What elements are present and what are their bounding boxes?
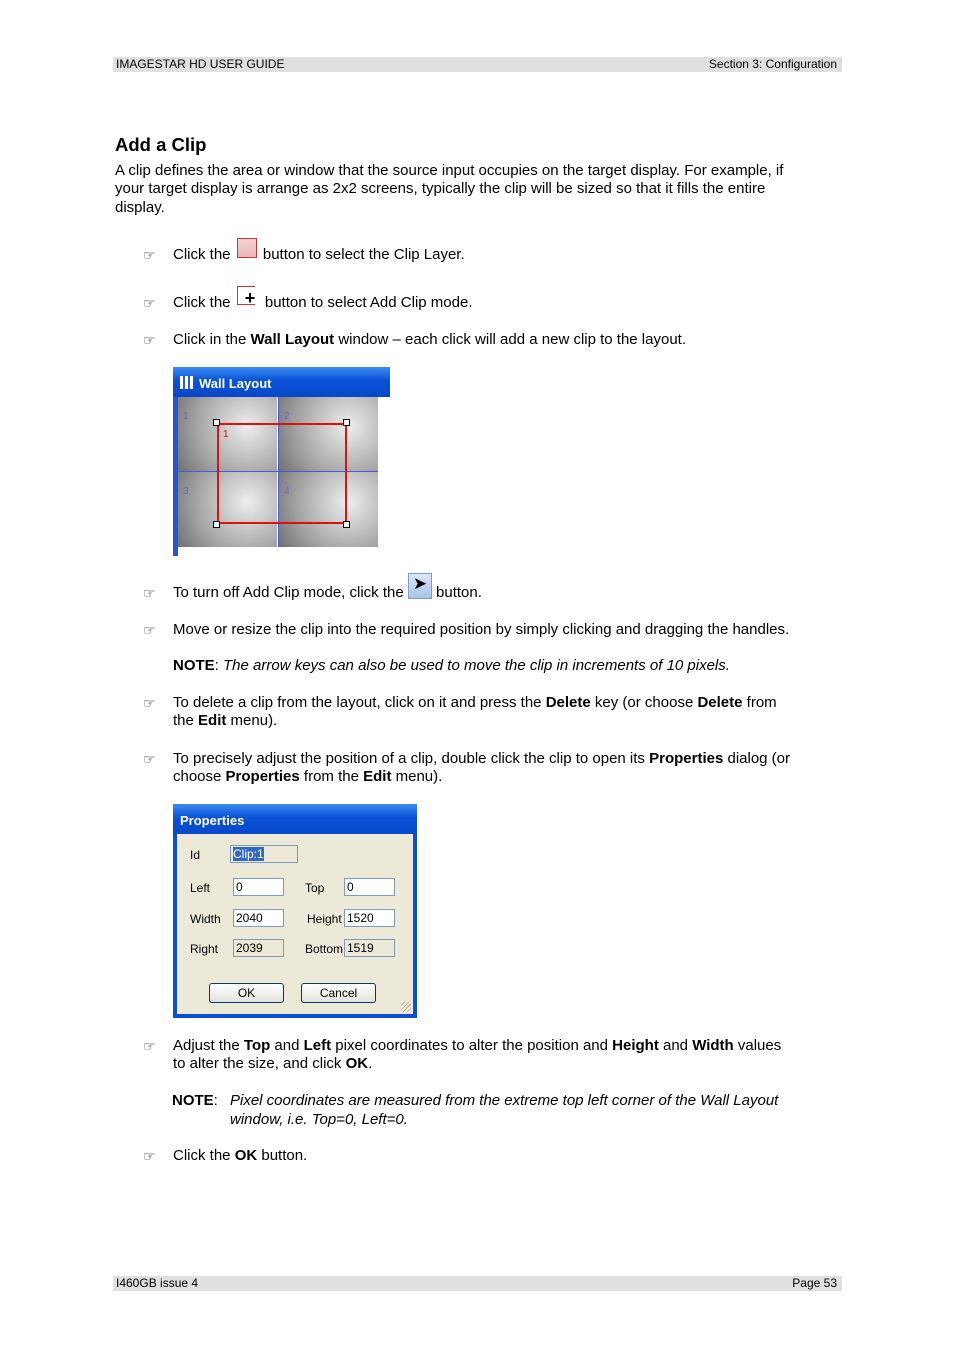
- step-text: from the: [299, 768, 364, 785]
- step-text: window – each click will add a new clip to the layout.: [334, 331, 687, 348]
- step-text: menu).: [391, 768, 443, 785]
- properties-titlebar: [173, 804, 417, 834]
- note-sep: :: [214, 657, 224, 674]
- resize-handle[interactable]: [343, 521, 350, 528]
- note-sep: :: [213, 1092, 218, 1109]
- step-adjust: [173, 1037, 781, 1056]
- height-field[interactable]: 1520: [344, 909, 395, 927]
- ok-button[interactable]: OK: [209, 983, 284, 1003]
- bullet-icon: ☞: [143, 695, 156, 711]
- step-text: To delete a clip from the layout, click on it and press the: [173, 694, 546, 711]
- step-wall-layout: [173, 331, 686, 350]
- step-text: To precisely adjust the position of a clip, double click the clip to open its: [173, 750, 650, 767]
- resize-handle[interactable]: [213, 419, 220, 426]
- step-delete-cont: [173, 712, 277, 731]
- grid-icon: [180, 376, 194, 389]
- step-text: button to select Add Clip mode.: [260, 294, 473, 311]
- step-text: Adjust the: [173, 1037, 244, 1054]
- id-value: Clip:1: [233, 847, 264, 861]
- clip-number: 1: [223, 429, 229, 440]
- bullet-icon: ☞: [143, 332, 156, 348]
- step-bold: Properties: [649, 750, 724, 767]
- height-label: Height: [307, 912, 342, 926]
- top-field[interactable]: 0: [344, 878, 395, 896]
- width-field[interactable]: 2040: [233, 909, 284, 927]
- step-text: Click the: [173, 1147, 235, 1164]
- step-bold: Left: [303, 1037, 332, 1054]
- id-field[interactable]: [230, 845, 298, 863]
- bottom-field[interactable]: 1519: [344, 939, 395, 957]
- bullet-icon: ☞: [143, 585, 156, 601]
- width-label: Width: [190, 912, 221, 926]
- section-title: Add a Clip: [115, 134, 207, 155]
- properties-body: [177, 834, 413, 1014]
- screen-number: 4: [284, 486, 290, 497]
- step-properties: [173, 750, 790, 769]
- note-coordinates-label: [172, 1092, 218, 1111]
- step-bold: Top: [243, 1037, 271, 1054]
- note-coordinates-line-1: Pixel coordinates are measured from the extreme top left corner of the Wall Layout: [230, 1092, 779, 1109]
- step-bold: Edit: [198, 712, 227, 729]
- page-header: [113, 57, 842, 72]
- footer-issue: I460GB issue 4: [116, 1276, 199, 1290]
- step-text: choose: [173, 768, 226, 785]
- wall-layout-title: Wall Layout: [199, 376, 272, 391]
- properties-dialog: [173, 804, 417, 1018]
- step-text: to alter the size, and click: [173, 1055, 346, 1072]
- step-properties-cont: [173, 768, 442, 787]
- step-bold: Wall Layout: [250, 331, 335, 348]
- step-text: and: [270, 1037, 304, 1054]
- screen-number: 2: [284, 411, 290, 422]
- step-text: To turn off Add Clip mode, click the: [173, 584, 408, 601]
- arrow-pointer-icon: ➤: [408, 573, 432, 599]
- top-label: Top: [305, 881, 325, 895]
- step-bold: OK: [345, 1055, 369, 1072]
- step-bold: Height: [612, 1037, 659, 1054]
- step-bold: Delete: [697, 694, 743, 711]
- step-text: pixel coordinates to alter the position and: [331, 1037, 613, 1054]
- note-coordinates-line-2: window, i.e. Top=0, Left=0.: [230, 1111, 408, 1128]
- right-label: Right: [190, 942, 219, 956]
- bullet-icon: ☞: [143, 751, 156, 767]
- intro-line-3: display.: [115, 199, 165, 216]
- step-adjust-cont: [173, 1055, 372, 1074]
- step-text: and: [658, 1037, 693, 1054]
- step-text: the: [173, 712, 199, 729]
- bullet-icon: ☞: [143, 1148, 156, 1164]
- step-text: from: [742, 694, 777, 711]
- step-text: button to select the Clip Layer.: [258, 246, 465, 263]
- note-label: NOTE: [172, 1092, 214, 1109]
- step-clip-layer: [173, 246, 465, 265]
- wall-layout-titlebar: [173, 367, 390, 397]
- step-bold: OK: [234, 1147, 258, 1164]
- note-label: NOTE: [173, 657, 215, 674]
- page-footer: [113, 1276, 842, 1291]
- bullet-icon: ☞: [143, 247, 156, 263]
- step-text: values: [733, 1037, 782, 1054]
- step-text: dialog (or: [723, 750, 791, 767]
- resize-handle[interactable]: [213, 521, 220, 528]
- bullet-icon: ☞: [143, 1038, 156, 1054]
- right-field[interactable]: 2039: [233, 939, 284, 957]
- bottom-label: Bottom: [305, 942, 344, 956]
- step-add-clip: [173, 288, 473, 313]
- step-text: Click in the: [173, 331, 251, 348]
- resize-grip-icon[interactable]: [401, 1002, 411, 1012]
- footer-page-number: Page 53: [792, 1276, 837, 1290]
- step-bold: Delete: [545, 694, 591, 711]
- note-text: The arrow keys can also be used to move the clip in increments of 10 pixels.: [223, 657, 730, 674]
- cancel-button[interactable]: Cancel: [301, 983, 376, 1003]
- clip-rectangle[interactable]: [217, 423, 347, 524]
- header-section: Section 3: Configuration: [708, 57, 837, 71]
- clip-layer-icon: [235, 237, 259, 261]
- intro-line-2: your target display is arrange as 2x2 screens, typically the clip will be sized so that it fills the entire: [115, 180, 766, 197]
- step-text: menu).: [226, 712, 278, 729]
- id-label: Id: [190, 848, 201, 862]
- add-clip-icon: +: [235, 285, 261, 309]
- bullet-icon: ☞: [143, 295, 156, 311]
- properties-title: Properties: [180, 813, 245, 828]
- step-turn-off: [173, 574, 482, 603]
- resize-handle[interactable]: [343, 419, 350, 426]
- screen-number: 1: [183, 411, 189, 422]
- wall-layout-window: [173, 367, 390, 556]
- left-label: Left: [190, 881, 211, 895]
- step-bold: Properties: [225, 768, 300, 785]
- bullet-icon: ☞: [143, 622, 156, 638]
- step-bold: Edit: [363, 768, 392, 785]
- left-field[interactable]: 0: [233, 878, 284, 896]
- step-text: .: [368, 1055, 373, 1072]
- step-text: key (or choose: [590, 694, 698, 711]
- step-text: Click the: [173, 246, 235, 263]
- step-delete: [173, 694, 777, 713]
- step-text: button.: [431, 584, 482, 601]
- step-move-resize: Move or resize the clip into the required position by simply clicking and dragging the handles.: [173, 621, 790, 638]
- intro-line-1: A clip defines the area or window that the source input occupies on the target display. For example, if: [115, 162, 784, 179]
- step-text: button.: [257, 1147, 308, 1164]
- step-text: Click the: [173, 294, 235, 311]
- note-arrow-keys: [173, 657, 730, 676]
- step-click-ok: [173, 1147, 307, 1166]
- screen-number: 3: [183, 486, 189, 497]
- step-bold: Width: [692, 1037, 734, 1054]
- header-doc-title: IMAGESTAR HD USER GUIDE: [116, 57, 285, 71]
